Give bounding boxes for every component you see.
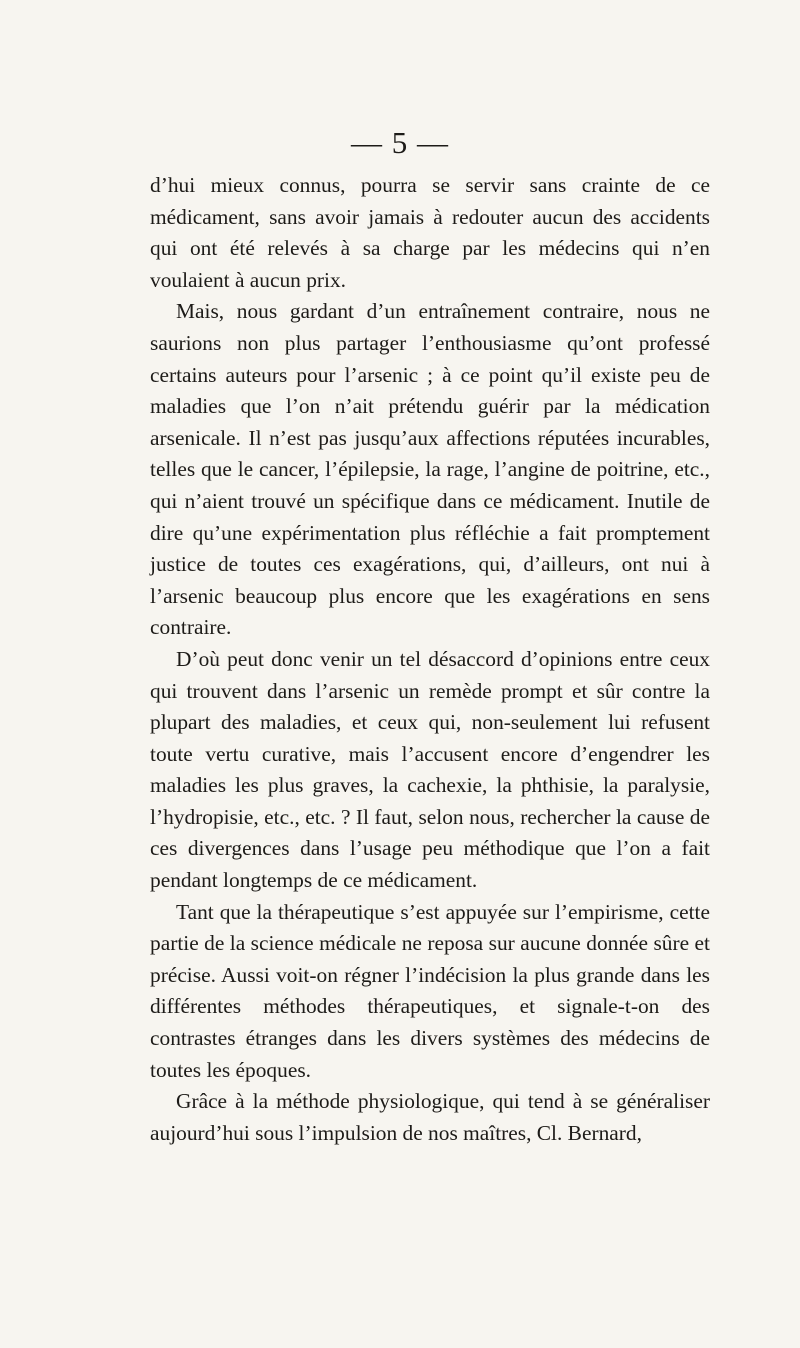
paragraph: D’où peut donc venir un tel désaccord d’opinions entre ceux qui trouvent dans l’arsenic un remède prompt et sûr contre la plupart des maladies, et ceux qui, non-seulement lui refusent toute vertu curative, mais l’accusent encore d’engendrer les maladies les plus graves, la cachexie, la phthisie, la paralysie, l’hydropisie, etc., etc. ? Il faut, selon nous, rechercher la cause de ces divergences dans l’usage peu méthodique que l’on a fait pendant longtemps de ce médicament. bbox=[150, 646, 710, 893]
paragraph: Mais, nous gardant d’un entraînement contraire, nous ne saurions non plus partager l’enthousiasme qu’ont professé certains auteurs pour l’arsenic ; à ce point qu’il existe peu de maladies que l’on n’ait prétendu guérir par la médication arsenicale. Il n’est pas jusqu’aux affections réputées incurables, telles que le cancer, l’épilepsie, la rage, l’angine de poitrine, etc., qui n’aient trouvé un spécifique dans ce médicament. Inutile de dire qu’une expérimentation plus réfléchie a fait promptement justice de toutes ces exagérations, qui, d’ailleurs, ont nui à l’arsenic beaucoup plus encore que les exagérations en sens contraire. bbox=[150, 299, 710, 640]
body-text bbox=[150, 170, 710, 1149]
page-number: — 5 — bbox=[351, 125, 449, 160]
paragraph: Grâce à la méthode physiologique, qui tend à se généraliser aujourd’hui sous l’impulsion de nos maîtres, Cl. Bernard, bbox=[150, 1089, 710, 1145]
paragraph: d’hui mieux connus, pourra se servir sans crainte de ce médicament, sans avoir jamais à redouter aucun des accidents qui ont été relevés à sa charge par les médecins qui n’en voulaient à aucun prix. bbox=[150, 173, 710, 292]
paragraph: Tant que la thérapeutique s’est appuyée sur l’empirisme, cette partie de la science médicale ne reposa sur aucune donnée sûre et précise. Aussi voit-on régner l’indécision la plus grande dans les différentes méthodes thérapeutiques, et signale-t-on des contrastes étranges dans les divers systèmes des médecins de toutes les époques. bbox=[150, 899, 710, 1082]
